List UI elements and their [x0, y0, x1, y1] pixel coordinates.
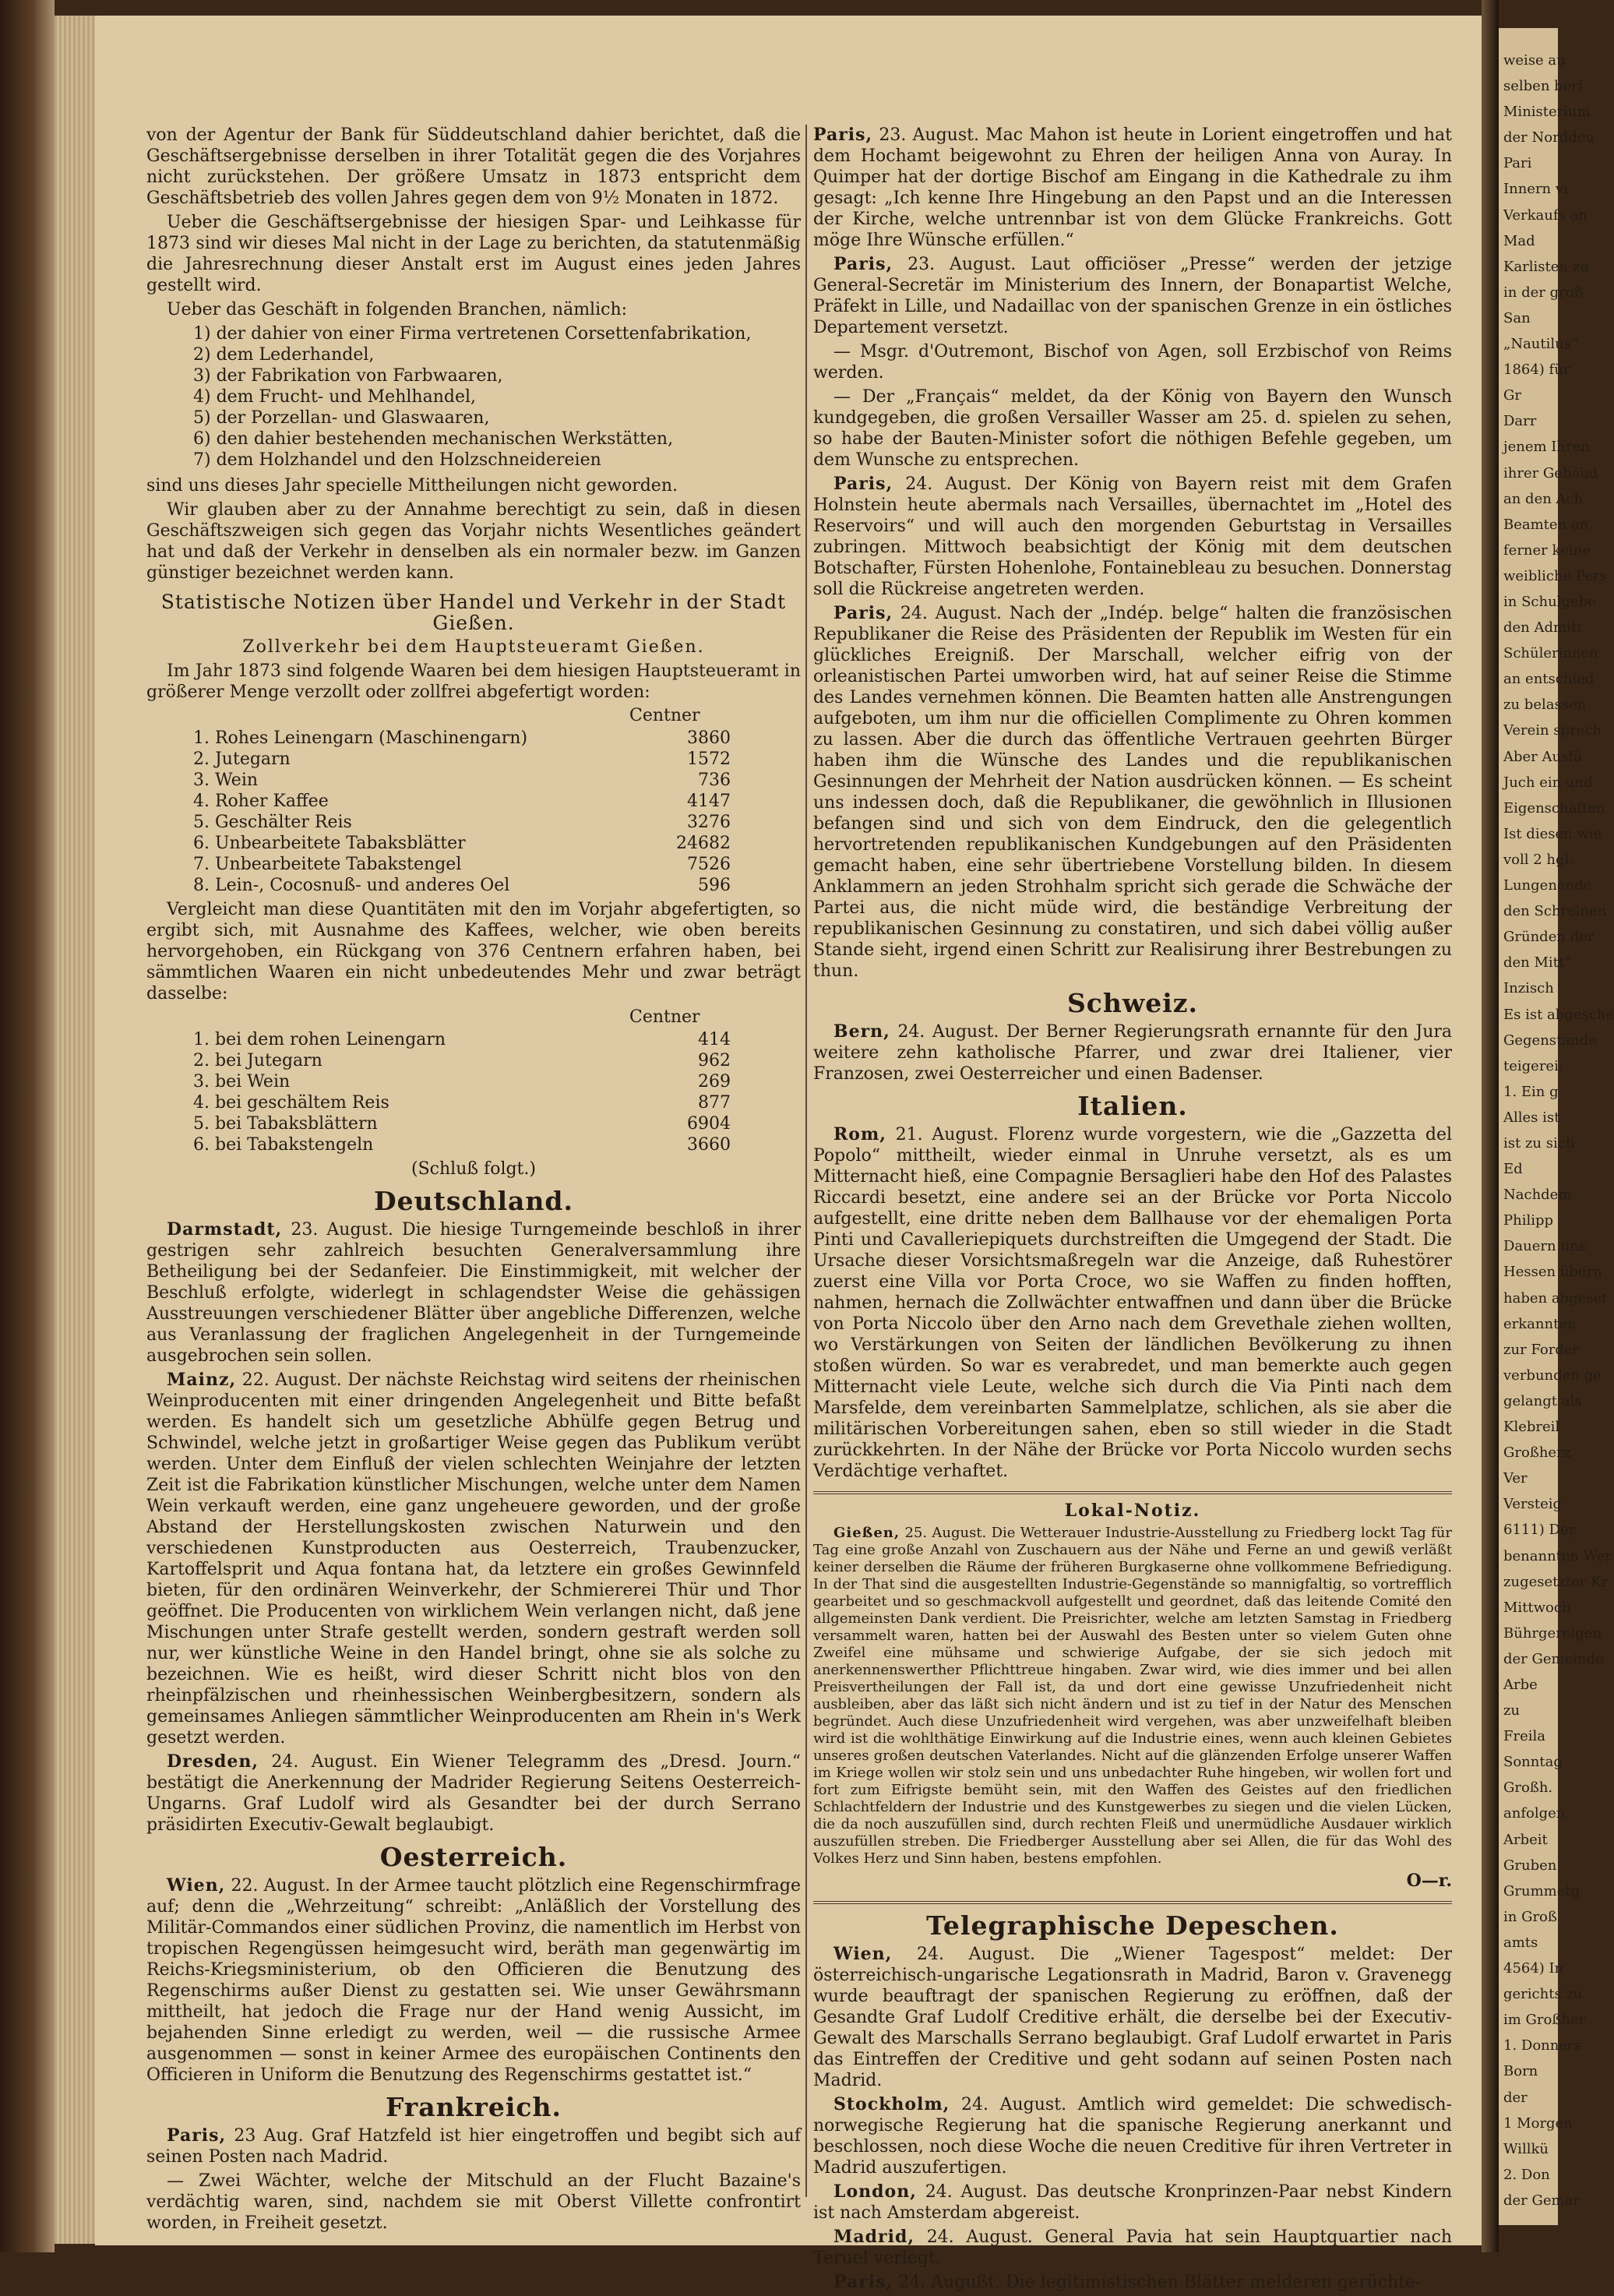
dateline-london: London, — [833, 2181, 917, 2202]
next-page-line: der Gemar — [1503, 2192, 1580, 2209]
next-page-line: 4564) In — [1503, 1960, 1564, 1977]
list-item: 5) der Porzellan- und Glaswaaren, — [193, 408, 490, 428]
increase-label: 2. bei Jutegarn — [193, 1051, 322, 1070]
dateline-madrid: Madrid, — [833, 2227, 914, 2247]
dateline-paris: Paris, — [833, 603, 893, 623]
increase-label: 5. bei Tabaksblättern — [193, 1114, 378, 1134]
statistics-heading: Statistische Notizen über Handel und Verkehr in der Stadt Gießen. — [160, 591, 787, 634]
special-note: sind uns dieses Jahr specielle Mittheilungen nicht geworden. — [146, 476, 678, 496]
article-madrid: 24. August. General Pavia hat sein Hauptquartier nach Teruel verlegt. — [813, 2227, 1452, 2268]
increase-value: 3660 — [687, 1135, 731, 1155]
list-item: 7) dem Holzhandel und den Holzschneidereien — [193, 450, 601, 470]
next-page-line: voll 2 hgl. — [1503, 852, 1574, 868]
next-page-line: Großherz — [1503, 1444, 1571, 1461]
article-paris-presse: 23. August. Laut officiöser „Presse“ werden der jetzige General-Secretär im Ministerium des Innern, der Bonapartist Welche, Präfekt in Lille, und Nadaillac von der spanischen Grenze in ein östliches Departement versetzt. — [813, 255, 1452, 337]
section-heading-lokal: Lokal-Notiz. — [1064, 1501, 1201, 1521]
next-page-line: benannten Wer — [1503, 1548, 1612, 1564]
customs-heading: Zollverkehr bei dem Hauptsteueramt Gießen. — [242, 637, 705, 657]
next-page-line: Pari — [1503, 155, 1532, 171]
article-paris-bishop: — Msgr. d'Outremont, Bischof von Agen, soll Erzbischof von Reims werden. — [813, 342, 1452, 383]
next-page-line: gelangt als — [1503, 1393, 1582, 1409]
next-page-line: Schülerinnen — [1503, 645, 1598, 661]
next-page-line: Innern vi — [1503, 181, 1568, 197]
dateline-paris: Paris, — [167, 2125, 227, 2146]
table-row — [193, 791, 731, 812]
next-page-line: zu — [1503, 1702, 1521, 1719]
dateline-giessen: Gießen, — [833, 1525, 900, 1541]
increase-value: 414 — [698, 1030, 731, 1049]
dateline-paris: Paris, — [833, 474, 893, 494]
next-page-line: Nachdem — [1503, 1187, 1572, 1203]
article-paris-republicans: 24. August. Nach der „Indép. belge“ halten die französischen Republikaner die Reise des Präsidenten der Republik im Westen für ein glückliches Ereigniß. Der Marschall, welcher eifrig von der orleanistischen Partei umworben wird, hat auf seiner Reise die Stimme des Landes vernehmen können. Die Beamten hatten alle Anstrengungen aufgeboten, um ihm nur die officiellen Complimente zu Ohren kommen zu lassen. Aber die durch das öffentliche Vertrauen geehrten Bürger haben ihm die Wünsche des Landes und die republikanischen Gesinnungen der Mehrheit der Nation ausdrücken können. — Es scheint uns indessen doch, daß die Republikaner, die gewöhnlich in Illusionen befangen sind und sich von dem Eindruck, den die gelegentlich hervortretenden republikanischen Kundgebungen auf den Präsidenten gemacht haben, eine sehr übertriebene Vorstellung bilden. In diesem Anklammern an jeden Strohhalm spricht sich gerade die Schwäche der Partei aus, die nicht müde wird, die beständige Verbreitung der republikanischen Gesinnung zu constatiren, und sich dabei völlig außer Stande sieht, irgend einen Schritt zur Realisirung ihrer Bestrebungen zu thun. — [813, 604, 1452, 981]
dateline-darmstadt: Darmstadt, — [167, 1219, 283, 1240]
goods-label: 5. Geschälter Reis — [193, 813, 352, 832]
next-page-line: ferner keine — [1503, 542, 1591, 559]
article-paris: 23 Aug. Graf Hatzfeld ist hier eingetroffen und begibt sich auf seinen Posten nach Madrid. — [146, 2126, 801, 2167]
next-page-line: Born — [1503, 2063, 1538, 2079]
article-bern: 24. August. Der Berner Regierungsrath ernannte für den Jura weitere zehn katholische Pfarrer, und zwar drei Italiener, vier Franzosen, zwei Oesterreicher und einen Badenser. — [813, 1022, 1453, 1084]
next-page-line: 1 Morgen — [1503, 2115, 1573, 2132]
goods-value: 4147 — [687, 792, 731, 811]
goods-value: 3860 — [687, 728, 731, 748]
next-page-fragment — [1499, 28, 1614, 2225]
section-heading-deutschland: Deutschland. — [374, 1186, 573, 1216]
section-heading-telegraph: Telegraphische Depeschen. — [926, 1910, 1339, 1941]
next-page-line: Versteig — [1503, 1496, 1563, 1512]
next-page-line: Philipp — [1503, 1212, 1554, 1229]
next-page-line: Eigenschaften — [1503, 800, 1605, 816]
increase-label: 1. bei dem rohen Leinengarn — [193, 1030, 446, 1049]
next-page-line: zugesetzter Kr — [1503, 1574, 1609, 1590]
goods-label: 1. Rohes Leinengarn (Maschinengarn) — [193, 728, 528, 748]
table-row — [193, 1113, 731, 1134]
list-item: 3) der Fabrikation von Farbwaaren, — [193, 366, 503, 386]
next-page-line: Alles ist — [1503, 1109, 1560, 1126]
dateline-wien: Wien, — [833, 1944, 893, 1964]
column-divider — [805, 125, 807, 2197]
next-page-line: Sonntag — [1503, 1754, 1563, 1770]
next-page-line: selben beri — [1503, 78, 1583, 94]
increase-label: 4. bei geschältem Reis — [193, 1093, 389, 1113]
next-page-line: gerichts zu — [1503, 1986, 1583, 2002]
article-dresden: 24. August. Ein Wiener Telegramm des „Dresd. Journ.“ bestätigt die Anerkennung der Madrider Regierung Seitens Oesterreich-Ungarns. Graf Ludolf wird als Gesandter bei der durch Serrano präsidirten Executiv-Gewalt beglaubigt. — [146, 1752, 802, 1835]
list-item: 2) dem Lederhandel, — [193, 345, 375, 365]
next-page-line: der — [1503, 2090, 1528, 2106]
next-page-line: Ist diesen wie — [1503, 826, 1602, 842]
table-row — [193, 875, 731, 896]
customs-intro: Im Jahr 1873 sind folgende Waaren bei dem hiesigen Hauptsteueramt in größerer Menge verzollt oder zollfrei abgefertigt worden: — [146, 661, 801, 702]
article-darmstadt: 23. August. Die hiesige Turngemeinde beschloß in ihrer gestrigen sehr zahlreich besuchten Generalversammlung ihre Betheiligung bei der Sedanfeier. Die Einstimmigkeit, mit welcher der Beschluß erfolgte, widerlegt in schlagendster Weise die gehässigen Ausstreuungen verschiedener Blätter über angebliche Differenzen, welche aus Veranlassung der fraglichen Angelegenheit in der Turngemeinde ausgebrochen sein sollen. — [146, 1220, 801, 1366]
next-page-line: Mad — [1503, 233, 1535, 249]
next-page-line: Gr — [1503, 387, 1521, 404]
goods-table — [193, 728, 731, 896]
next-page-line: jenem Ihren — [1503, 439, 1590, 455]
list-item: 1) der dahier von einer Firma vertretenen Corsettenfabrikation, — [193, 324, 752, 344]
table-row — [193, 1134, 731, 1155]
increase-label: 6. bei Tabakstengeln — [193, 1135, 374, 1155]
next-page-line: Mittwoch — [1503, 1599, 1571, 1616]
list-item: 6) den dahier bestehenden mechanischen Werkstätten, — [193, 429, 674, 449]
increase-value: 6904 — [687, 1114, 731, 1134]
branches-intro: Ueber das Geschäft in folgenden Branchen, nämlich: — [167, 300, 628, 319]
next-page-line: Ministerium — [1503, 104, 1591, 120]
next-page-line: Beamten an — [1503, 517, 1589, 533]
section-heading-schweiz: Schweiz. — [1066, 988, 1199, 1018]
goods-value: 7526 — [687, 855, 731, 874]
table-row — [193, 770, 731, 791]
dateline-paris: Paris, — [833, 2272, 893, 2292]
article-giessen: 25. August. Die Wetterauer Industrie-Ausstellung zu Friedberg lockt Tag für Tag eine große Anzahl von Zuschauern aus der Nähe und Ferne an und gewiß verläßt keiner derselben die Räume der früheren Burgkaserne ohne vollkommene Befriedigung. In der That sind die ausgestellten Industrie-Gegenstände so mannigfaltig, so vortrefflich gearbeitet und so geschmackvoll aufgestellt und geordnet, daß das leitende Comité den allgemeinsten Dank verdient. Die Preisrichter, welche am letzten Samstag in Friedberg versammelt waren, hatten bei der Auswahl des Besten unter so vielem Guten ohne Zweifel eine mühsame und schwierige Aufgabe, der sie sich jedoch mit anerkennenswerther Pflichttreue hingaben. Zwar wird, wie dies immer und bei allen Preisvertheilungen der Fall ist, da und dort eine gewisse Unzufriedenheit nicht ausbleiben, aber das läßt sich nicht ändern und ist zu tief in der Natur des Menschen begründet. Auch diese Unzufriedenheit wird vergehen, was aber unzweifelhaft bleiben wird ist die wohlthätige Einwirkung auf die Industrie eines, wenn auch kleinen Gebietes unseres großen deutschen Vaterlandes. Nicht auf die glänzenden Erfolge unserer Waffen im Kriege wollen wir stolz sein und uns unbedachter Ruhe hingeben, wir wollen fort und fort zum Eifrigste bemüht sein, mit den Waffen des Geistes auf den friedlichen Schlachtfeldern der Industrie und des Kunstgewerbes zu siegen und die vielen Lücken, die da noch auszufüllen sind, durch rechten Fleiß und unermüdliche Ausdauer wirklich auszufüllen streben. Die Friedberger Ausstellung aber sei Allen, die für das Wohl des Volkes Herz und Sinn haben, bestens empfohlen. — [813, 1525, 1452, 1867]
goods-value: 736 — [698, 771, 731, 790]
next-page-line: der Gemeinde — [1503, 1651, 1604, 1667]
next-page-line: der Norddeu — [1503, 129, 1595, 146]
article-paris-continued: — Zwei Wächter, welche der Mitschuld an der Flucht Bazaine's verdächtig waren, sind, nachdem sie mit Oberst Villette confrontirt worden, in Freiheit gesetzt. — [146, 2171, 801, 2233]
goods-value: 596 — [698, 876, 731, 895]
next-page-line: an den Ach — [1503, 491, 1584, 507]
dateline-paris: Paris, — [813, 125, 873, 145]
goods-value: 1572 — [687, 749, 731, 769]
next-page-line: Verein sprech — [1503, 722, 1602, 739]
next-page-line: Grummetg — [1503, 1883, 1581, 1899]
next-page-line: Freila — [1503, 1728, 1545, 1744]
article-paris-francais: — Der „Français“ meldet, da der König von Bayern den Wunsch kundgegeben, die großen Versailler Wasser am 25. d. spielen zu sehen, so habe der Bauten-Minister sofort die nöthigen Befehle gegeben, um dem Wunsche zu entsprechen. — [813, 387, 1452, 470]
goods-label: 8. Lein-, Cocosnuß- und anderes Oel — [193, 876, 510, 895]
article-paris-bavaria: 24. August. Der König von Bayern reist mit dem Grafen Holnstein heute abermals nach Versailles, übernachtet im „Hotel des Reservoirs“ und will auch den morgenden Geburtstag in Versailles zubringen. Mittwoch beabsichtigt der König mit dem deutschen Botschafter, Fürsten Hohenlohe, Fontainebleau zu besuchen. Donnerstag soll die Rückreise angetreten werden. — [813, 474, 1452, 599]
next-page-line: teigerei: — [1503, 1058, 1563, 1074]
continued-note: (Schluß folgt.) — [411, 1159, 536, 1179]
next-page-line: 1864) für — [1503, 362, 1570, 378]
dateline-mainz: Mainz, — [167, 1370, 237, 1390]
next-page-line: Darr — [1503, 413, 1537, 429]
newspaper-page — [95, 16, 1482, 2292]
next-page-line: 1. Donners — [1503, 2037, 1581, 2054]
dateline-stockholm: Stockholm, — [833, 2094, 950, 2114]
next-page-line: erkannten — [1503, 1316, 1577, 1332]
next-page-line: Es ist abgesche — [1503, 1007, 1614, 1023]
goods-value: 3276 — [687, 813, 731, 832]
article-stockholm: 24. August. Amtlich wird gemeldet: Die schwedisch-norwegische Regierung hat die spanische Regierung anerkannt und beschlossen, noch diese Woche die neuen Creditive für ihren Vertreter in Madrid auszufertigen. — [813, 2095, 1452, 2178]
table-row — [193, 1071, 731, 1092]
next-page-line: zu belassen — [1503, 697, 1587, 713]
next-page-line: Dauern uns — [1503, 1238, 1586, 1254]
next-page-line: Hessen übern — [1503, 1264, 1602, 1280]
next-page-line: haben abgeset — [1503, 1290, 1608, 1307]
book-spine — [0, 0, 55, 2252]
next-page-line: Willkü — [1503, 2141, 1549, 2157]
dateline-dresden: Dresden, — [167, 1751, 259, 1772]
spar-report: Ueber die Geschäftsergebnisse der hiesigen Spar- und Leihkasse für 1873 sind wir dieses Mal nicht in der Lage zu berichten, da statutenmäßig die Jahresrechnung dieser Anstalt erst im August eines jeden Jahres gestellt wird. — [146, 213, 801, 295]
next-page-line: den Mitt“ — [1503, 954, 1572, 971]
table-row — [193, 749, 731, 770]
bank-report: von der Agentur der Bank für Süddeutschland dahier berichtet, daß die Geschäftsergebnisse derselben in ihrer Totalität gegen die des Vorjahres nicht zurückstehen. Der größere Umsatz in 1873 entspricht dem Geschäftsbetrieb des vollen Jahres gegen dem von 9½ Monaten in 1872. — [146, 125, 801, 208]
increase-value: 962 — [698, 1051, 731, 1070]
next-page-line: Arbeit — [1503, 1832, 1548, 1848]
goods-label: 4. Roher Kaffee — [193, 792, 329, 811]
next-page-line: verbunden ge — [1503, 1367, 1602, 1384]
next-page-line: weise au — [1503, 52, 1566, 69]
next-page-line: „Nautilus“ — [1503, 336, 1579, 352]
next-page-line: zur Forder — [1503, 1342, 1580, 1358]
next-page-line: Inzisch — [1503, 980, 1554, 996]
next-page-line: Aber Ausfü — [1503, 749, 1583, 765]
unit-label: Centner — [629, 1007, 700, 1027]
next-page-line: Ed — [1503, 1161, 1523, 1177]
next-page-line: Großh. — [1503, 1779, 1553, 1796]
next-page-line: in Groß — [1503, 1909, 1557, 1925]
next-page-line: Gründen der — [1503, 929, 1595, 945]
table-row — [193, 854, 731, 875]
dateline-bern: Bern, — [833, 1021, 890, 1042]
page-edges — [55, 16, 95, 2244]
next-page-line: in Schulgebe — [1503, 594, 1596, 610]
unit-label: Centner — [629, 706, 700, 725]
next-page-line: an entschied — [1503, 671, 1595, 687]
next-page-line: San — [1503, 310, 1531, 326]
goods-label: 3. Wein — [193, 771, 259, 790]
table-row — [193, 812, 731, 833]
next-page-line: Bührgereigen — [1503, 1625, 1602, 1642]
dateline-paris: Paris, — [833, 254, 893, 274]
increase-value: 877 — [698, 1093, 731, 1113]
next-page-line: ist zu sich — [1503, 1135, 1575, 1152]
branch-list — [193, 323, 801, 471]
next-page-line: 2. Don — [1503, 2167, 1550, 2183]
next-page-line: Verkaufs an — [1503, 207, 1588, 224]
article-mainz: 22. August. Der nächste Reichstag wird seitens der rheinischen Weinproducenten mit einer dringenden Angelegenheit und Bitte befaßt werden. Es handelt sich um gesetzliche Abhülfe gegen Betrug und Schwindel, welche jetzt in großartiger Weise gegen das Publikum verübt werden. Unter dem Einfluß der vielen schlechten Weinjahre der letzten Zeit ist die Fabrikation künstlicher Mischungen, welche unter dem Namen Wein verkauft werden, eine ganz ungeheuere geworden, und der große Abstand der Herstellungskosten zwischen Naturwein und den verschiedenen Kunstproducten aus Oesterreich, Traubenzucker, Kartoffelsprit und Aqua fontana hat, da letztere ein großes Gewinnfeld bieten, für den ordinären Weinverkehr, der Schmiererei Thür und Thor geöffnet. Die Producenten von wirklichem Wein verlangen nicht, daß jene Mischungen unter Strafe gestellt werden, sondern gestraft werden soll nur, wer künstliche Weine in den Handel bringt, ohne sie als solche zu bezeichnen. Wie es heißt, wird dieser Schritt nicht blos von den rheinpfälzischen und rheinhessischen Weinbergbesitzern, sondern als gemeinsames Anliegen sämmtlicher Weinproducenten am Rhein in's Werk gesetzt werden. — [146, 1370, 801, 1748]
section-heading-italien: Italien. — [1077, 1091, 1188, 1121]
author-signature: O—r. — [1406, 1871, 1452, 1891]
next-page-line: Ver — [1503, 1470, 1528, 1487]
article-rom: 21. August. Florenz wurde vorgestern, wie die „Gazzetta del Popolo“ mittheilt, wieder einmal in Unruhe versetzt, als es um Mitternacht hieß, eine Compagnie Bersaglieri habe den Hof des Palastes Riccardi besetzt, eine andere sei an der Brücke vor Porta Niccolo aufgestellt, eine dritte neben dem Ballhause vor der ehemaligen Porta Pinti und Cavalleriepiquets durchstreiften die Umgegend der Stadt. Die Ursache dieser Vorsichtsmaßregeln war die Anzeige, daß Ruhestörer zuerst eine Villa vor Porta Croce, wo sie Waffen zu finden hofften, nahmen, hernach die Zollwächter entwaffnen und dann über die Brücke von Porta Niccolo über den Arno nach dem Grevethale ziehen wollten, wo Verstärkungen von Seiten der ländlichen Bevölkerung zu ihnen stoßen würden. So war es verabredet, und man bemerkte auch gegen Mitternacht viele Leute, welche sich durch die Via Pinti nach dem Marsfelde, dem vereinbarten Sammelplatze, schlichen, als sie aber die militärischen Vorbereitungen sahen, eben so still wieder in die Stadt zurückkehrten. In der Nähe der Brücke vor Porta Niccolo wurden sechs Verdächtige verhaftet. — [813, 1125, 1452, 1481]
section-heading-oesterreich: Oesterreich. — [379, 1842, 568, 1872]
next-page-line: anfolgen — [1503, 1805, 1566, 1822]
next-page-line: Arbe — [1503, 1677, 1538, 1693]
dateline-rom: Rom, — [833, 1124, 886, 1144]
table-row — [193, 1092, 731, 1113]
next-page-line: Gruben — [1503, 1857, 1557, 1874]
next-page-line: Klebreil — [1503, 1419, 1560, 1435]
next-page-line: den Schreinen — [1503, 903, 1607, 919]
article-paris-macmahon: 23. August. Mac Mahon ist heute in Lorient eingetroffen und hat dem Hochamt beigewohnt zu Ehren der heiligen Anna von Auray. In Quimper hat der dortige Bischof am Eingang in die Kathedrale zu ihm gesagt: „Ich kenne Ihre Hingebung an den Papst und an die Interessen der Kirche, welche untrennbar ist von dem Glücke Frankreichs. Gott möge Ihre Wünsche erfüllen.“ — [813, 125, 1452, 250]
section-rule — [813, 1491, 1452, 1494]
increase-label: 3. bei Wein — [193, 1072, 291, 1092]
goods-label: 7. Unbearbeitete Tabakstengel — [193, 855, 462, 874]
article-wien: 22. August. In der Armee taucht plötzlich eine Regenschirmfrage auf; denn die „Wehrzeitung“ schreibt: „Anläßlich der Vorstellung des Militär-Commandos einer südlichen Provinz, die namentlich im Herbst von tropischen Regengüssen heimgesucht wird, beräth man gegenwärtig im Reichs-Kriegsministerium, ob den Officieren die Benutzung des Regenschirms außer Dienst zu gestatten sei. Wie unser Gewährsmann mittheilt, hat jedoch die Frage nur der Hand wenig Aussicht, im bejahenden Sinne erledigt zu werden, weil — die russische Armee ausgenommen — sonst in keiner Armee des europäischen Continents den Officieren in Uniform die Benutzung des Regenschirms gestattet ist.“ — [146, 1876, 801, 2085]
next-page-line: Juch ein und — [1503, 774, 1593, 791]
next-page-line: im Großher — [1503, 2012, 1586, 2028]
table-row — [193, 728, 731, 749]
article-paris-legitimists: 24. Augußt. Die legitimistischen Blätter melderen gerüchte- — [898, 2273, 1422, 2292]
article-wien-telegram: 24. August. Die „Wiener Tagespost“ meldet: Der österreichisch-ungarische Legationsrath in Madrid, Baron v. Gravenegg wurde beauftragt der spanischen Regierung zu eröffnen, daß der Gesandte Graf Ludolf Creditive erhält, die derselbe bei der Executiv-Gewalt des Marschalls Serrano beglaubigt. Graf Ludolf erwartet in Paris das Eintreffen der Creditive und geht sodann auf seinen Posten nach Madrid. — [813, 1945, 1452, 2090]
next-page-line: weibliche Pers — [1503, 568, 1607, 584]
book-gutter — [1482, 0, 1499, 2252]
section-rule — [813, 1901, 1452, 1904]
table-row — [193, 833, 731, 854]
table-row — [193, 1029, 731, 1050]
article-london: 24. August. Das deutsche Kronprinzen-Paar nebst Kindern ist nach Amsterdam abgereist. — [813, 2182, 1452, 2223]
next-page-line: Gegenstande — [1503, 1032, 1597, 1049]
list-item: 4) dem Frucht- und Mehlhandel, — [193, 387, 476, 407]
increase-value: 269 — [698, 1072, 731, 1092]
next-page-line: Karlisten zu — [1503, 259, 1589, 275]
goods-label: 6. Unbearbeitete Tabaksblätter — [193, 834, 466, 853]
next-page-line: Lungenende — [1503, 877, 1592, 894]
right-column — [813, 125, 1452, 2296]
increase-table — [193, 1029, 731, 1155]
next-page-line: ihrer Gebäud — [1503, 465, 1598, 481]
comparison-paragraph: Vergleicht man diese Quantitäten mit den im Vorjahr abgefertigten, so ergibt sich, mit Ausnahme des Kaffees, welcher, wie oben bereits hervorgehoben, ein Rückgang von 376 Centnern erfahren haben, bei sämmtlichen Waaren ein nicht unbedeutendes Mehr und zwar beträgt dasselbe: — [146, 900, 801, 1003]
goods-label: 2. Jutegarn — [193, 749, 291, 769]
next-page-line: in der groß — [1503, 284, 1584, 301]
section-heading-frankreich: Frankreich. — [386, 2092, 562, 2122]
next-page-line: 6111) Der — [1503, 1522, 1576, 1538]
dateline-wien: Wien, — [167, 1875, 226, 1896]
next-page-line: amts — [1503, 1934, 1538, 1951]
assumption-paragraph: Wir glauben aber zu der Annahme berechtigt zu sein, daß in diesen Geschäftszweigen sich gegen das Vorjahr nichts Wesentliches geändert hat und daß der Verkehr in denselben als ein normaler bezw. im Ganzen günstiger bezeichnet werden kann. — [146, 500, 801, 583]
table-row — [193, 1050, 731, 1071]
next-page-line: den Admitt — [1503, 619, 1583, 636]
next-page-line: 1. Ein g — [1503, 1084, 1559, 1100]
goods-value: 24682 — [676, 834, 731, 853]
left-column — [146, 125, 801, 2237]
